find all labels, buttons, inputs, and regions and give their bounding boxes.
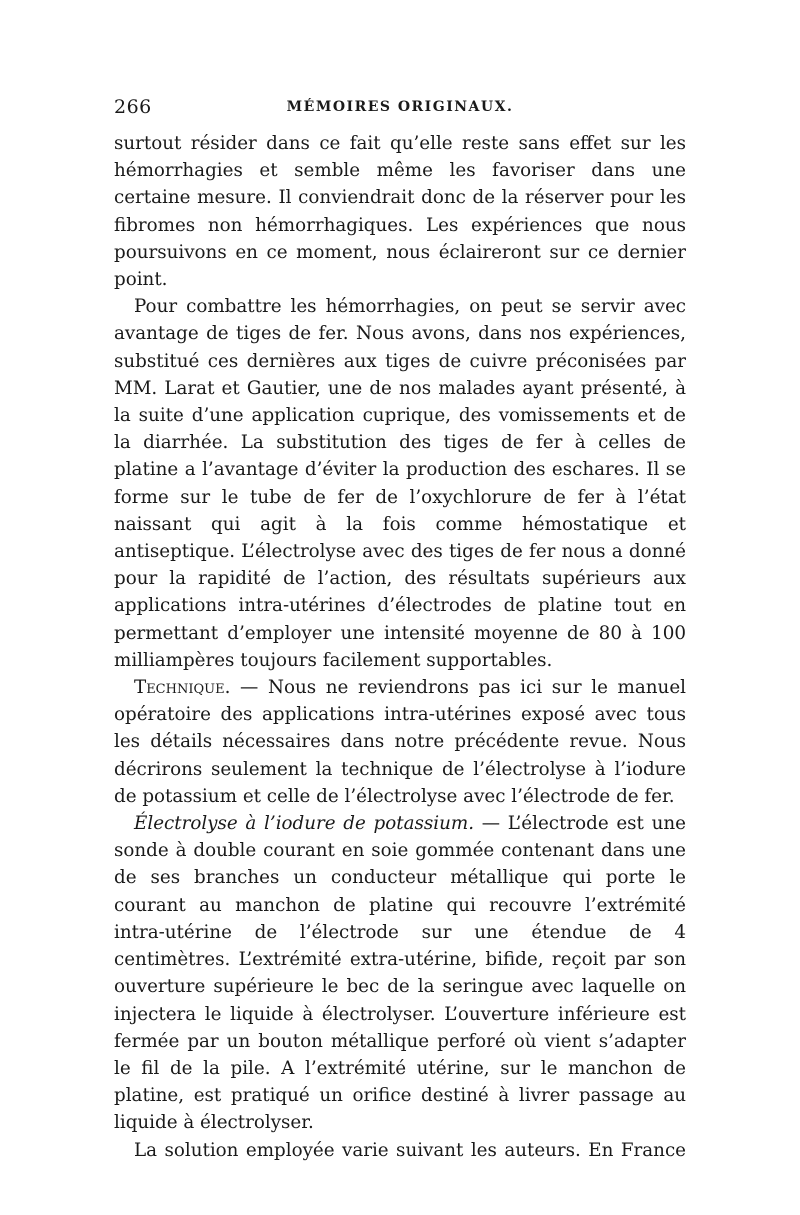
section-heading-technique: Technique.: [134, 677, 231, 699]
paragraph-text: — Nous ne reviendrons pas ici sur le manuel opératoire des applications intra-utérines exposé avec tous les détails nécessaires dans notre précédente revue. Nous décrirons seulement la technique de l’électrolyse à l’iodure de potassium et celle de l’électrolyse avec l’électrode de fer.: [114, 677, 686, 807]
paragraph-text: surtout résider dans ce fait qu’elle reste sans effet sur les hémorrhagies et semble même les favoriser dans une certaine mesure. Il conviendrait donc de la réserver pour les fibromes non hémorrhagiques. Les expériences que nous poursuivons en ce moment, nous éclaireront sur ce dernier point.: [114, 133, 686, 291]
page-number: 266: [114, 96, 152, 118]
paragraph-hemorrhage: [114, 293, 686, 674]
running-title: MÉMOIRES ORIGINAUX.: [286, 99, 514, 115]
paragraph-text: — L’électrode est une sonde à double courant en soie gommée contenant dans une de ses branches un conducteur métallique qui porte le courant au manchon de platine qui recouvre l’extrémité intra-utérine de l’électrode sur une étendue de 4 centimètres. L’extrémité extra-utérine, bifide, reçoit par son ouverture supérieure le bec de la seringue avec laquelle on injectera le liquide à électrolyser. L’ouverture inférieure est fermée par un bouton métallique perforé où vient s’adapter le fil de la pile. A l’extrémité utérine, sur le manchon de platine, est pratiqué un orifice destiné à livrer passage au liquide à électrolyser.: [114, 813, 686, 1134]
paragraph-text: Pour combattre les hémorrhagies, on peut se servir avec avantage de tiges de fer. Nous avons, dans nos expériences, substitué ces dernières aux tiges de cuivre préconisées par MM. Larat et Gautier, une de nos malades ayant présenté, à la suite d’une application cuprique, des vomissements et de la diarrhée. La substitution des tiges de fer à celles de platine a l’avantage d’éviter la production des eschares. Il se forme sur le tube de fer de l’oxychlorure de fer à l’état naissant qui agit à la fois comme hémostatique et antiseptique. L’électrolyse avec des tiges de fer nous a donné pour la rapidité de l’action, des résultats supérieurs aux applications intra-utérines d’électrodes de platine tout en permettant d’employer une intensité moyenne de 80 à 100 milliampères toujours facilement supportables.: [114, 296, 686, 671]
book-page: [114, 96, 686, 1164]
paragraph-continuation: [114, 130, 686, 293]
section-heading-electrolyse: Électrolyse à l’iodure de potassium.: [134, 813, 475, 835]
paragraph-electrolyse: [114, 810, 686, 1136]
page-header: [114, 96, 686, 124]
paragraph-technique: [114, 674, 686, 810]
paragraph-text: La solution employée varie suivant les auteurs. En France: [134, 1139, 686, 1161]
paragraph-solution: [114, 1137, 686, 1164]
